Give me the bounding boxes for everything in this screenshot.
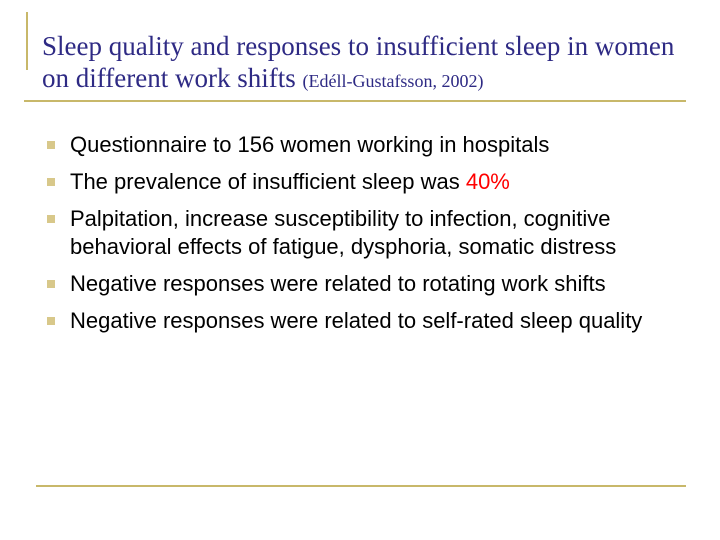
footer-divider [36, 485, 686, 487]
bullet-item [38, 307, 698, 335]
title-divider [24, 100, 686, 102]
bullet-square-icon [47, 280, 55, 288]
bullet-square-icon [47, 141, 55, 149]
slide-title-citation: (Edéll-Gustafsson, 2002) [302, 71, 484, 91]
slide-title [42, 30, 702, 97]
bullet-item [38, 270, 698, 298]
bullet-list [38, 131, 698, 344]
bullet-square-icon [47, 178, 55, 186]
bullet-square-icon [47, 215, 55, 223]
bullet-text: Questionnaire to 156 women working in hospitals [70, 132, 550, 157]
bullet-item [38, 131, 698, 159]
title-accent-line [26, 12, 28, 70]
bullet-text: The prevalence of insufficient sleep was [70, 169, 466, 194]
prevalence-value: 40% [465, 169, 510, 194]
bullet-square-icon [47, 317, 55, 325]
bullet-text: Palpitation, increase susceptibility to infection, cognitive behavioral effects of fatigue, dysphoria, somatic distress [70, 206, 617, 259]
bullet-text: Negative responses were related to rotating work shifts [70, 271, 606, 296]
slide-title-main: Sleep quality and responses to insufficient sleep in women on different work shifts [42, 31, 675, 93]
bullet-item [38, 168, 698, 196]
bullet-text: Negative responses were related to self-rated sleep quality [70, 308, 643, 333]
bullet-item [38, 205, 698, 261]
